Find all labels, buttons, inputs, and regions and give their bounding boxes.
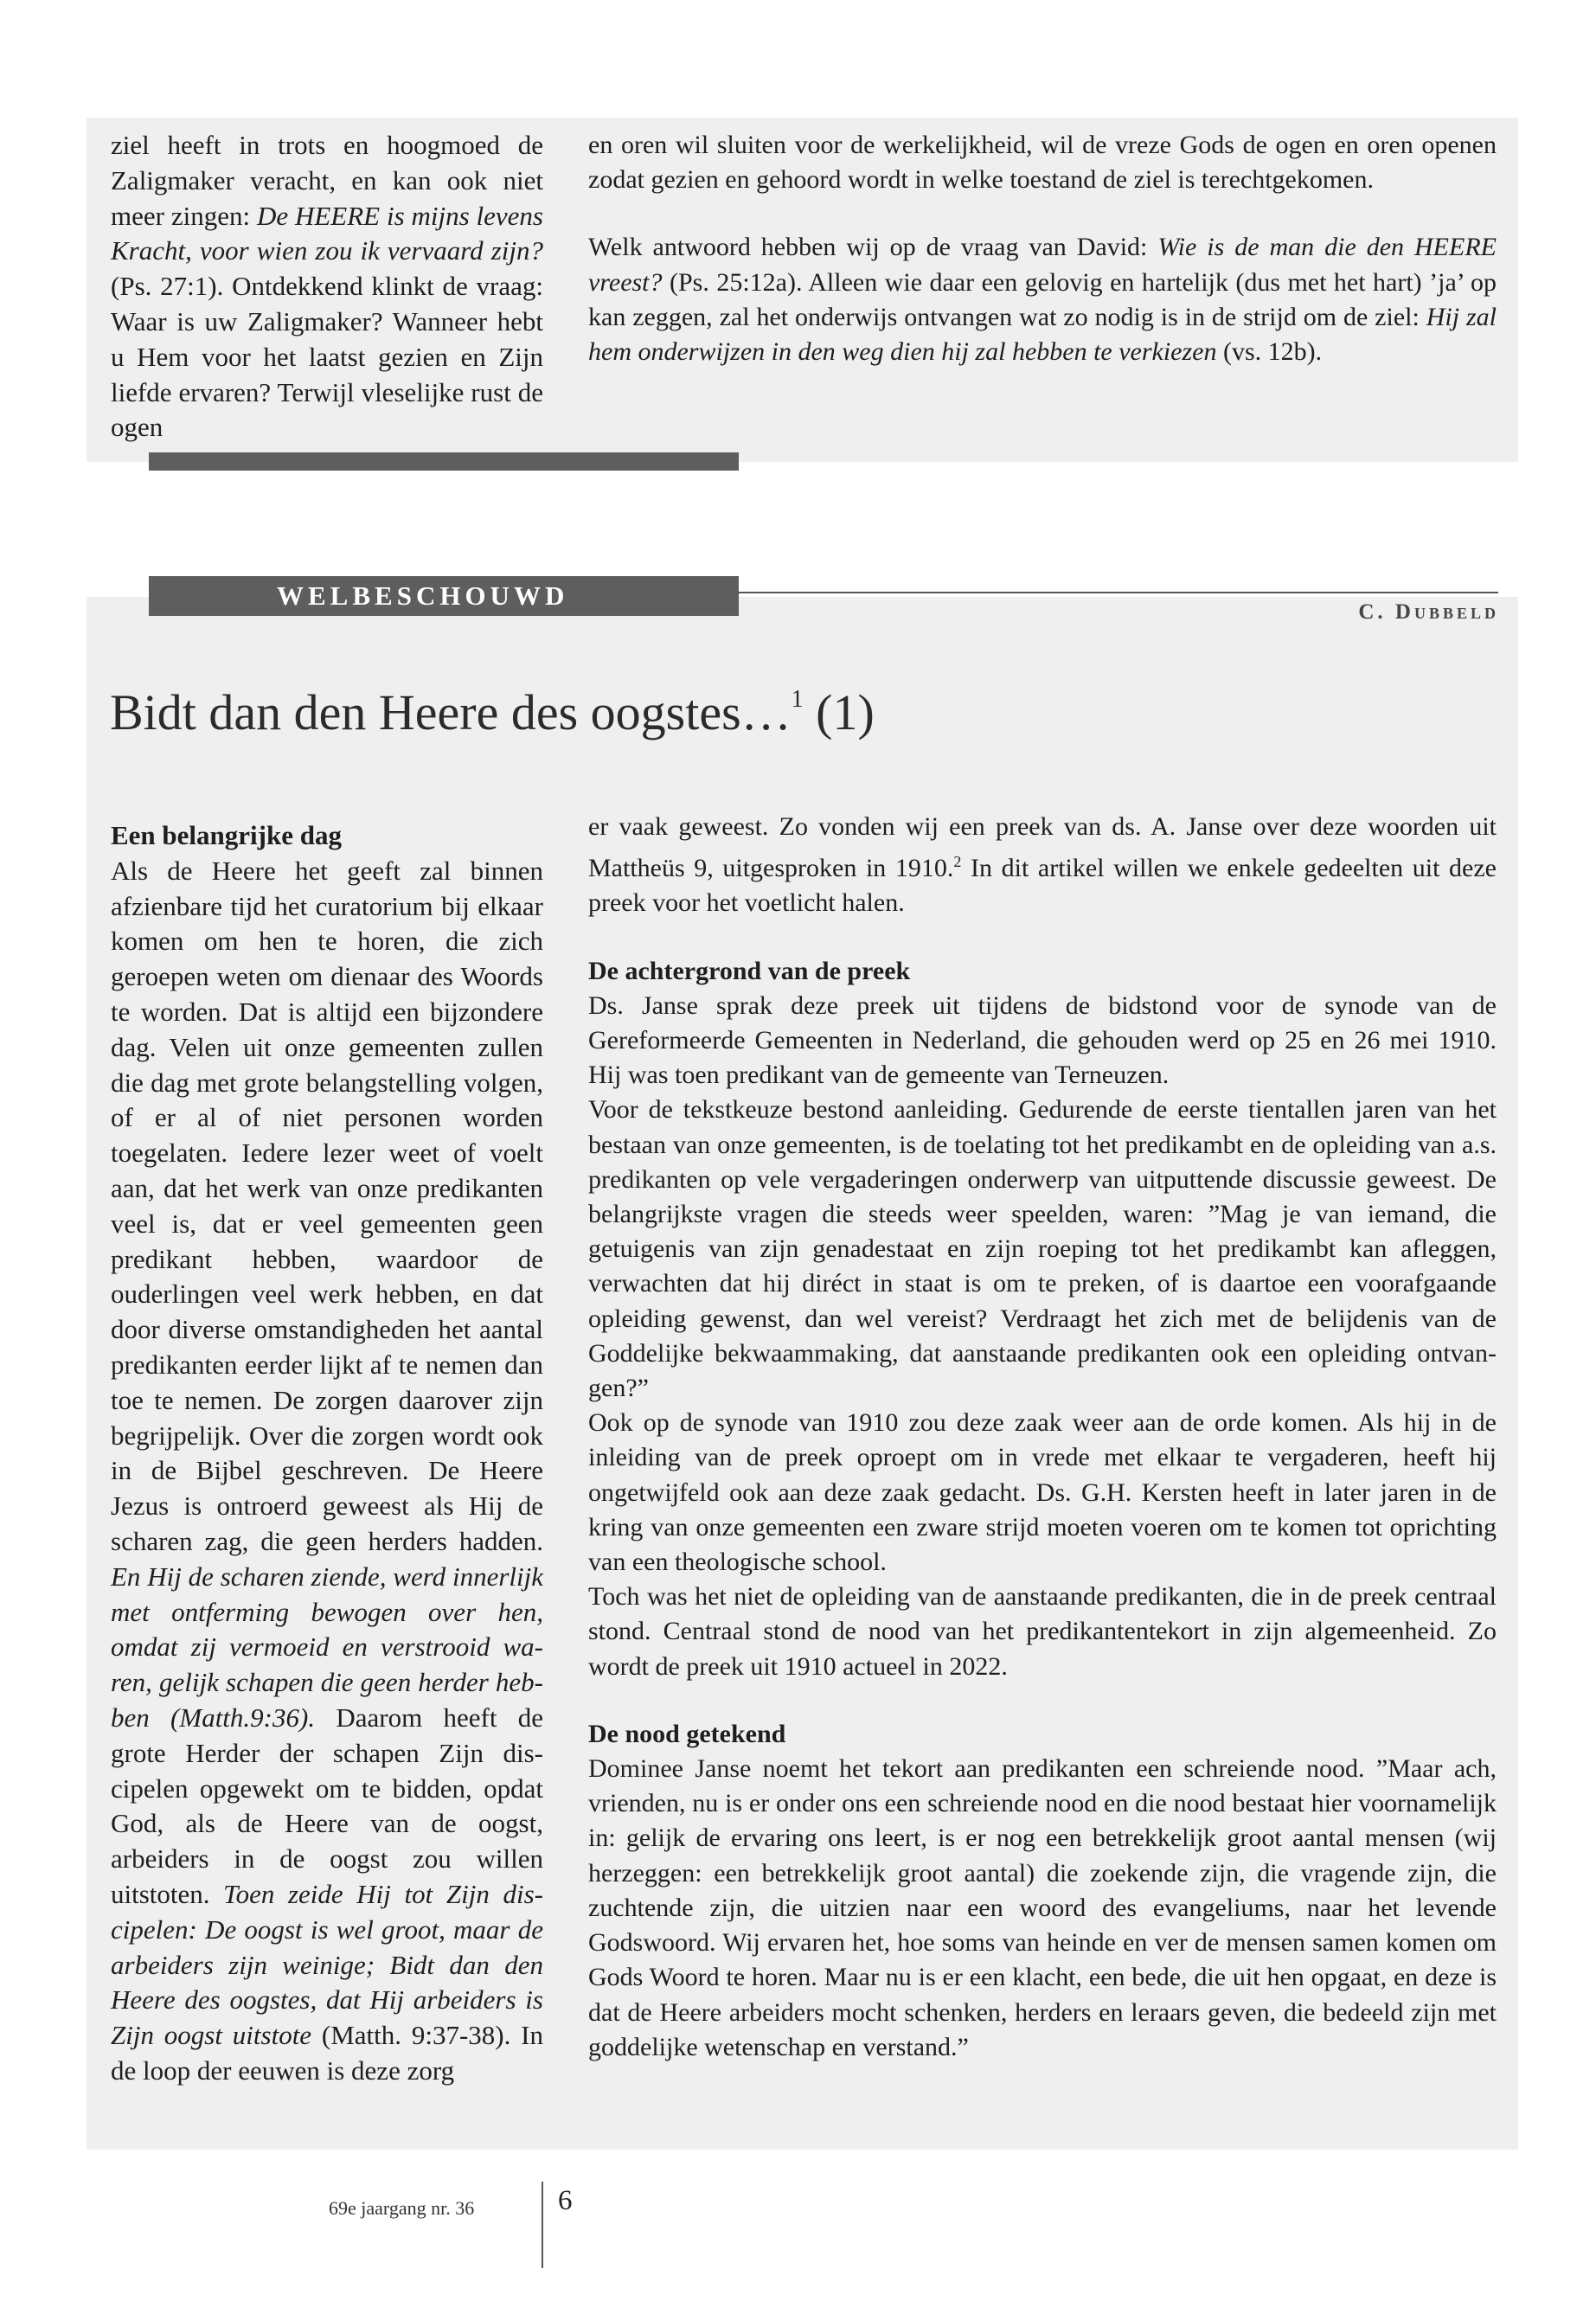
issue-label: 69e jaargang nr. 36 [329,2197,475,2219]
italic-quote: De HEERE is mijns levens Kracht, voor wien zou ik vervaard zijn? [111,200,543,266]
body-achtergrond-4: Toch was het niet de opleiding van de aanstaande predikanten, die in de preek centraal stond. Centraal stond de nood van het predikantentekort in zijn algemeenheid. Zo wordt de preek uit 1910 actueel in 2022. [588,1582,1497,1681]
right-intro-end: In dit artikel willen we enkele gedeelten uit deze preek voor het voetlicht halen. [588,854,1497,918]
text-run: Als de Heere het geeft zal binnen afzienbare tijd het curatorium bij elkaar komen om hen te horen, die zich geroepen weten om dienaar des Woords te worden. Dat is altijd een bijzondere dag. Velen uit onze gemeenten zullen die dag met grote belangstelling volgen, of er al of niet personen worden toegelaten. Iedere lezer weet of voelt aan, dat het werk van onze predikanten veel is, dat er veel gemeenten geen predikant hebben, waardoor de ouderlingen veel werk hebben, en dat door diverse omstandigheden het aantal predikanten eerder lijkt af te nemen dan toe te nemen. De zorgen daarover zijn begrijpelijk. Over die zorgen wordt ook in de Bijbel geschreven. De Heere Jezus is ontroerd geweest als Hij de scharen zag, die geen herders hadden. [111,855,543,1556]
heading-achtergrond: De achtergrond van de preek [588,956,911,985]
page-number: 6 [558,2185,573,2216]
footer-divider [542,2182,543,2268]
body-achtergrond-1: Ds. Janse sprak deze preek uit tijdens de bidstond voor de synode van de Gereformeerde Gemeenten in Nederland, die gehouden werd op 25 en 26 mei 1910. Hij was toen predikant van de gemeente van Terneuzen. [588,990,1497,1090]
article-left-column [111,818,543,2089]
text-run: (Ps. 27:1). Ontdekkend klinkt de vraag: Waar is uw Zaligmaker? Wanneer hebt u Hem voor het laatst gezien en Zijn liefde ervaren? Terwijl vleselijke rust de ogen [111,271,543,443]
right-intro-text: er vaak geweest. Zo vonden wij een preek van ds. A. Janse over deze woorden uit Mattheüs 9, uitgesproken in 1910. [588,812,1497,883]
body-achtergrond-2: Voor de tekstkeuze bestond aanleiding. Gedurende de eerste tientallen jaren van het bestaan van onze gemeenten, is de toelating tot het predikambt en de opleiding van a.s. predikanten op vele vergaderingen onderwerp van uitputtende discussie geweest. De belangrijkste vragen die steeds weer speelden, waren: ”Mag je van iemand, die getuigenis van zijn genadestaat en zijn roeping tot het predikambt kan afleggen, verwachten dat hij diréct in staat is om te preken, of is daartoe een voorafgaande opleiding gewenst, dan wel vereist? Verdraagt het zich met de belijdenis van de Goddelijke bekwaammaking, dat aanstaande predikanten ook een opleiding ontvangen?” [588,1095,1497,1403]
top-right-paragraph-1: en oren wil sluiten voor de werkelijkheid, wil de vreze Gods de ogen en oren openen zodat gezien en gehoord wordt in welke toestand de ziel is terechtgekomen. [588,131,1497,195]
text-run: Welk antwoord hebben wij op de vraag van David: [588,233,1158,262]
body-achtergrond-3: Ook op de synode van 1910 zou deze zaak weer aan de orde komen. Als hij in de inleiding van de preek oproept om in vrede met elkaar te vergaderen, heeft hij ongetwijfeld ook aan deze zaak gedacht. Ds. G.H. Kersten heeft in later jaren in de kring van onze gemeenten een zware strijd moeten voeren om te komen tot oprichting van een theologische school. [588,1408,1497,1577]
body-nood-getekend: Dominee Janse noemt het tekort aan predikanten een schreiende nood. ”Maar ach, vrienden, nu is er onder ons een schreiende nood en die nood bestaat hier voornamelijk in: gelijk de ervaring ons leert, is er nog een betrekkelijk groot aantal mensen (wij herzeggen: een betrekkelijk groot aantal) die zoekende zijn, die vragende zijn, die zuchtende zijn, die uitzien naar een woord des evangeliums, naar het levende Godswoord. Wij ervaren het, hoe soms van heinde en ver de mensen samen komen om Gods Woord te horen. Maar nu is er een klacht, een bede, die uit hen opgaat, en deze is dat de Heere arbeiders mocht schenken, herders en leraars geven, die bedeeld zijn met goddelijke wetenschap en verstand.” [588,1754,1497,2061]
italic-quote: Hij zal hem onderwijzen in den weg dien hij zal hebben te verkiezen [588,302,1497,367]
left-body-paragraph [111,854,543,2089]
italic-quote: En Hij de scharen ziende, werd innerlijk met ontferming bewogen over hen, omdat zij vermoeid en verstrooid waren, gelijk schapen die geen herder hebben (Matth.9:36). [111,1561,543,1733]
text-run: ziel heeft in trots en hoogmoed de Zaligmaker veracht, en kan ook niet meer zingen: [111,130,543,231]
text-run: (Ps. 25:12a). Alleen wie daar een gelovig en hartelijk (dus met het hart) ’ja’ op kan zeggen, zal het onderwijs ontvangen wat zo nodig is in de strijd om de ziel: [588,267,1497,331]
author-name: C. Dubbeld [1358,600,1499,624]
top-right-paragraph-2 [588,230,1497,369]
right-intro-paragraph [588,810,1497,921]
title-footnote-mark: 1 [791,686,804,713]
text-run: (vs. 12b). [1216,337,1323,367]
top-left-column [111,128,543,445]
text-run: (Matth. 9:37-38). In de loop der eeuwen is deze zorg [111,2020,543,2086]
article-right-column [588,810,1497,2065]
heading-nood-getekend: De nood getekend [588,1719,786,1748]
top-left-paragraph [111,128,543,445]
decorative-bar [149,452,739,471]
top-right-column [588,128,1497,369]
section-label: WELBESCHOUWD [149,576,739,616]
article-title-suffix: (1) [803,684,875,740]
text-run: Daarom heeft de grote Herder der schapen Zijn discipelen opgewekt om te bidden, opdat God, als de Heere van de oogst, arbeiders in de oogst zou willen uitstoten. [111,1702,544,1909]
article-title [110,683,875,741]
italic-quote: Wie is de man die den HEERE vreest? [588,233,1497,297]
heading-een-belangrijke-dag: Een belangrijke dag [111,820,342,850]
italic-quote: Toen zeide Hij tot Zijn discipelen: De oogst is wel groot, maar de arbeiders zijn weinige; Bidt dan den Heere des oogstes, dat Hij arbeiders is Zijn oogst uitstote [111,1878,543,2051]
article-title-text: Bidt dan den Heere des oogstes… [110,684,792,740]
intro-footnote-mark: 2 [953,853,962,871]
